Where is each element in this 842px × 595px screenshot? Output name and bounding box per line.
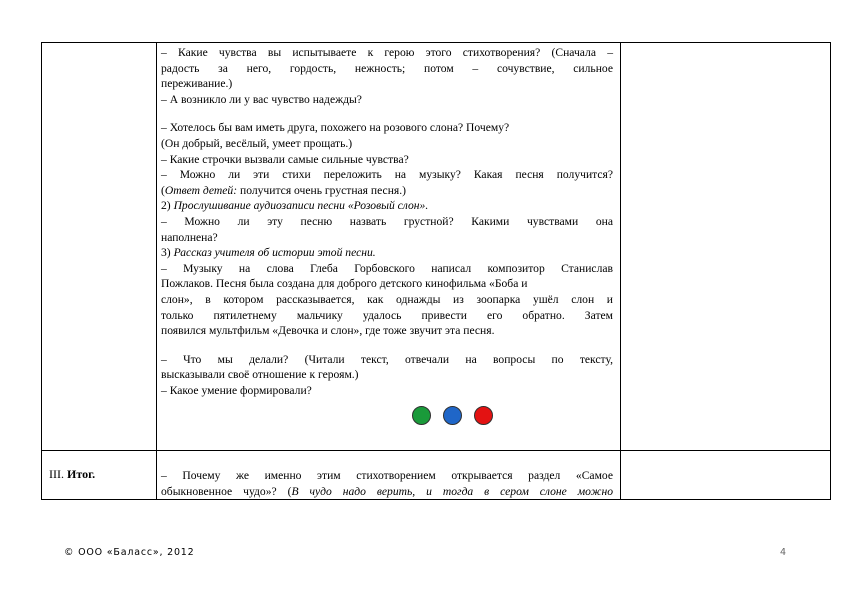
blue-dot — [443, 406, 462, 425]
page-number: 4 — [780, 547, 787, 558]
text-line: только пятилетнему мальчику удалось привести его обратно. Затем — [161, 308, 613, 322]
lesson-table — [41, 42, 831, 500]
text-line: появился мультфильм «Девочка и слон», где тоже звучит эта песня. — [161, 324, 495, 338]
text-line: – Музыку на слова Глеба Горбовского написал композитор Станислав — [161, 261, 613, 275]
step-3: 3) Рассказ учителя об истории этой песни. — [161, 246, 376, 260]
text-line: – Какое умение формировали? — [161, 383, 312, 397]
text-line: – А возникло ли у вас чувство надежды? — [161, 92, 362, 106]
green-dot — [412, 406, 431, 425]
footer-copyright: © ООО «Баласс», 2012 — [64, 547, 195, 558]
color-dots — [412, 406, 502, 428]
row-divider — [41, 450, 831, 451]
step-2: 2) Прослушивание аудиозаписи песни «Розовый слон». — [161, 199, 429, 213]
text-line: переживание.) — [161, 77, 233, 91]
table-right-border — [830, 42, 831, 500]
stage-label — [49, 467, 95, 482]
stage-title: Итог. — [67, 467, 96, 481]
text-line: (Ответ детей: получится очень грустная песня.) — [161, 183, 406, 197]
stage-number: III. — [49, 467, 64, 481]
text-line: обыкновенное чудо»? (В чудо надо верить, и тогда в сером слоне можно — [161, 484, 614, 498]
text-line: (Он добрый, весёлый, умеет прощать.) — [161, 136, 353, 150]
text-line: Пожлаков. Песня была создана для доброго детского кинофильма «Боба и — [161, 277, 528, 291]
column-divider-2 — [620, 42, 621, 500]
row1-content-cell — [161, 45, 613, 398]
table-top-border — [41, 42, 831, 43]
text-line: – Какие строчки вызвали самые сильные чувства? — [161, 152, 409, 166]
row2-content-cell — [161, 468, 613, 499]
text-line: – Можно ли эту песню назвать грустной? Какими чувствами она — [161, 214, 613, 228]
answer-label: Ответ детей: — [164, 183, 238, 197]
text-line: – Хотелось бы вам иметь друга, похожего на розового слона? Почему? — [161, 121, 510, 135]
text-line: – Почему же именно этим стихотворением открывается раздел «Самое — [161, 469, 613, 482]
text-line: – Какие чувства вы испытываете к герою этого стихотворения? (Сначала – — [161, 46, 613, 59]
text-line: – Можно ли эти стихи переложить на музыку? Какая песня получится? — [161, 168, 613, 182]
table-left-border — [41, 42, 42, 500]
text-line: наполнена? — [161, 230, 218, 244]
text-line: высказывали своё отношение к героям.) — [161, 368, 359, 382]
column-divider-1 — [156, 42, 157, 500]
text-line: радость за него, гордость, нежность; потом – сочувствие, сильное — [161, 61, 613, 75]
text-line: слон», в котором рассказывается, как однажды из зоопарка ушёл слон и — [161, 292, 613, 306]
red-dot — [474, 406, 493, 425]
text-line: – Что мы делали? (Читали текст, отвечали на вопросы по тексту, — [161, 352, 613, 366]
